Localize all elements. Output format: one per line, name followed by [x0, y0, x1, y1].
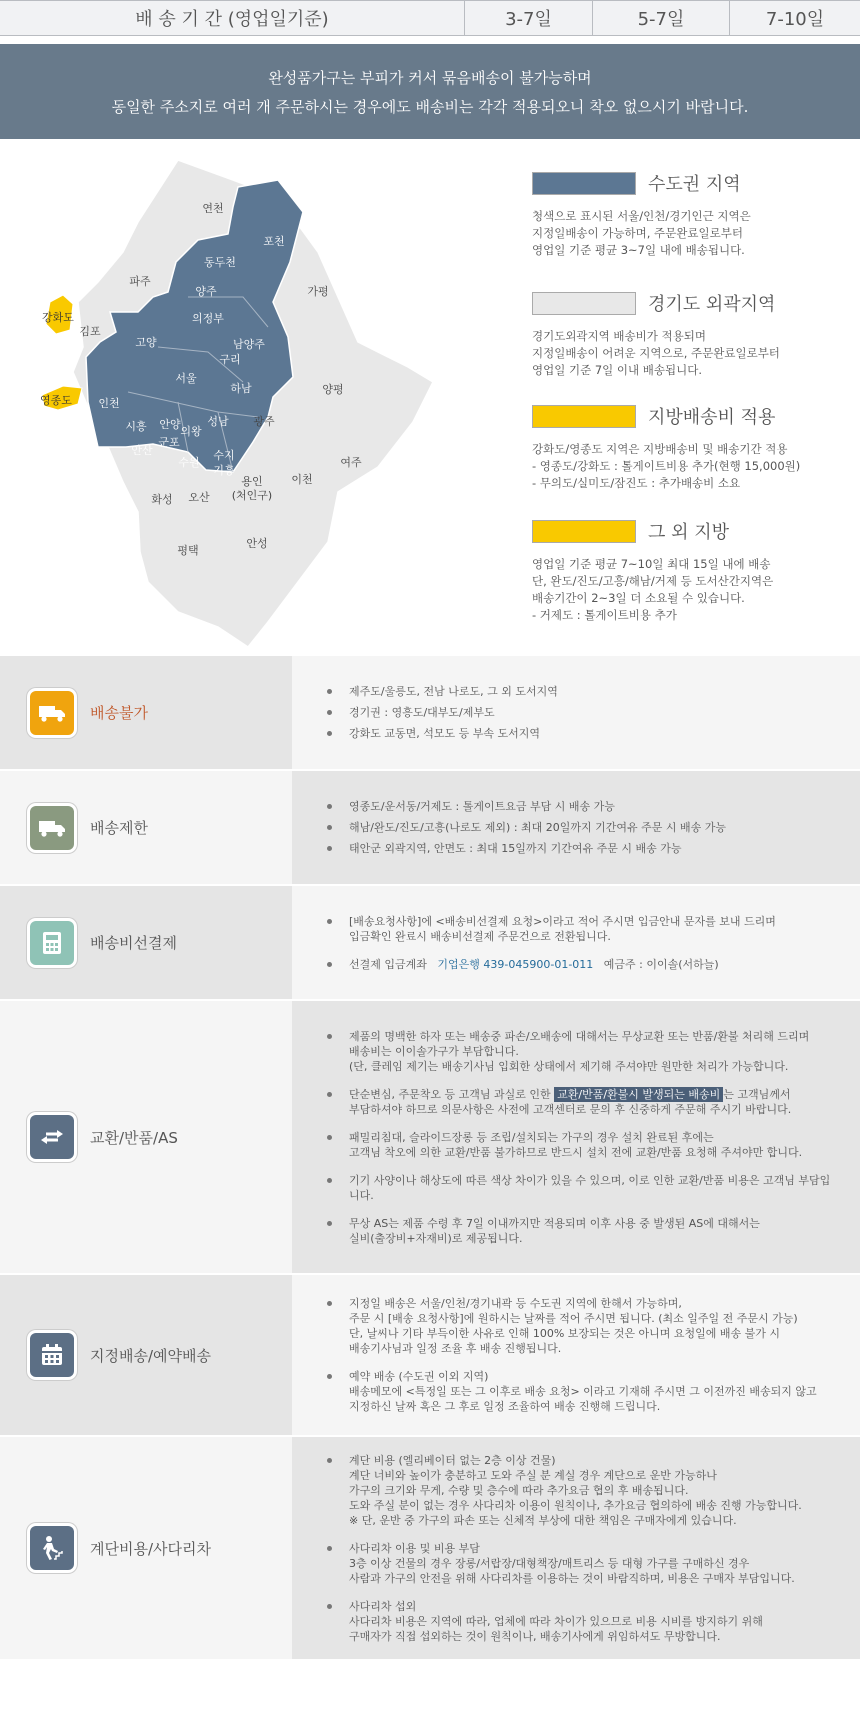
map-label-icheon: 이천 [291, 473, 313, 486]
prepay-item-1: [배송요청사항]에 <배송비선결제 요청>이라고 적어 주시면 입금안내 문자를 보내 드리며 입금확인 완료시 배송비선결제 주문건으로 전환됩니다. [327, 914, 840, 944]
unavailable-label: 배송불가 [90, 704, 148, 722]
legend-text-other: 영업일 기준 평균 7~10일 최대 15일 내에 배송 단, 완도/진도/고흥/해남/거제 등 도서산간지역은 배송기간이 2~3일 더 소요될 수 있습니다. - 거제도 : 톨게이트비용 추가 [532, 557, 774, 622]
exchange-item-3: 패밀리침대, 슬라이드장롱 등 조립/설치되는 가구의 경우 설치 완료된 후에는 고객님 착오에 의한 교환/반품 불가하므로 반드시 설치 전에 교환/반품 요청해 주셔야만 합니다. [327, 1130, 840, 1160]
map-label-goyang: 고양 [135, 336, 157, 349]
exchange-highlight: 교환/반품/환불시 발생되는 배송비 [554, 1087, 723, 1102]
map-label-cheonin: (처인구) [231, 489, 273, 502]
map-label-paju: 파주 [129, 275, 151, 288]
section-prepay [0, 886, 860, 999]
period-col-3: 7-10일 [765, 9, 825, 30]
period-header: 배 송 기 간 (영업일기준) [0, 1, 465, 35]
account-holder: 예금주 : 이이솔(서하늘) [603, 957, 719, 971]
exchange-item-1: 제품의 명백한 하자 또는 배송중 파손/오배송에 대해서는 무상교환 또는 반품/환불 처리해 드리며 배송비는 이이솔가구가 부담합니다. (단, 클레임 제기는 배송기사님 입회한 상태에서 제기해 주셔야만 원만한 처리가 가능합니다. [327, 1029, 840, 1074]
map-label-giheung: 기흥 [213, 464, 235, 477]
exchange-item-2-text-a: 단순변심, 주문착오 등 고객님 과실로 인한 [349, 1087, 555, 1101]
map-label-hanam: 하남 [230, 382, 252, 395]
map-label-suji: 수지 [213, 449, 235, 462]
notice-line-1: 완성품가구는 부피가 커서 묶음배송이 불가능하며 [268, 68, 592, 87]
legend-text-metro: 청색으로 표시된 서울/인천/경기인근 지역은 지정일배송이 가능하며, 주문완료일로부터 영업일 기준 평균 3~7일 내에 배송됩니다. [532, 209, 751, 257]
map-label-yeoncheon: 연천 [202, 202, 224, 215]
unavailable-item-3: 강화도 교동면, 석모도 등 부속 도서지역 [327, 726, 840, 741]
exchange-item-2 [327, 1087, 840, 1117]
stairs-person-icon [30, 1526, 74, 1570]
exchange-item-5: 무상 AS는 제품 수령 후 7일 이내까지만 적용되며 이후 사용 중 발생된 AS에 대해서는 실비(출장비+자재비)로 제공됩니다. [327, 1216, 840, 1246]
scheduled-item-1: 지정일 배송은 서울/인천/경기내곽 등 수도권 지역에 한해서 가능하며, 주문 시 [배송 요청사항]에 원하시는 날짜를 적어 주시면 됩니다. (최소 일주일 전 주문시 가능) 단, 날씨나 기타 부득이한 사유로 인해 100% 보장되는 것은 아니며 요청일에 배송 불가 시 배송기사님과 일정 조율 후 배송 진행됩니다. [327, 1296, 840, 1356]
prepay-label: 배송비선결제 [90, 934, 177, 952]
map-label-osan: 오산 [188, 491, 210, 504]
delivery-truck-icon [30, 806, 74, 850]
section-unavailable [0, 656, 860, 769]
map-label-ganghwa: 강화도 [42, 311, 74, 324]
exchange-arrows-icon [30, 1115, 74, 1159]
limited-item-3: 태안군 외곽지역, 안면도 : 최대 15일까지 기간여유 주문 시 배송 가능 [327, 841, 840, 856]
legend-title-outer: 경기도 외곽지역 [648, 294, 776, 315]
unavailable-item-1: 제주도/울릉도, 전남 나로도, 그 외 도서지역 [327, 684, 840, 699]
legend-text-outer: 경기도외곽지역 배송비가 적용되며 지정일배송이 어려운 지역으로, 주문완료일로부터 영업일 기준 7일 이내 배송됩니다. [532, 329, 780, 377]
legend-regional [532, 403, 832, 492]
ladder-label: 계단비용/사다리차 [90, 1539, 211, 1558]
map-label-suwon: 수원 [178, 456, 200, 469]
calculator-icon [30, 921, 74, 965]
notice-line-2: 동일한 주소지로 여러 개 주문하시는 경우에도 배송비는 각각 적용되오니 착오 없으시기 바랍니다. [111, 97, 749, 116]
map-label-gapyeong: 가평 [307, 285, 329, 298]
map-label-yangju: 양주 [195, 285, 217, 298]
map-label-seongnam: 성남 [207, 415, 229, 428]
legend-title-other: 그 외 지방 [648, 522, 729, 543]
limited-label: 배송제한 [90, 819, 148, 837]
legend-swatch-other [532, 520, 636, 543]
gyeonggi-region-map [28, 152, 458, 652]
limited-item-2: 해남/완도/진도/고흥(나로도 제외) : 최대 20일까지 기간여유 주문 시 배송 가능 [327, 820, 840, 835]
map-label-dongducheon: 동두천 [204, 256, 236, 269]
scheduled-label: 지정배송/예약배송 [90, 1346, 211, 1365]
section-exchange [0, 1001, 860, 1273]
unavailable-item-2: 경기권 : 영흥도/대부도/제부도 [327, 705, 840, 720]
map-label-seoul: 서울 [175, 372, 197, 385]
legend-title-regional: 지방배송비 적용 [648, 407, 776, 428]
ladder-item-1: 계단 비용 (엘리베이터 없는 2층 이상 건물) 계단 너비와 높이가 충분하고 도와 주실 분 계실 경우 계단으로 운반 가능하나 가구의 크기와 무게, 수량 및 층수에 따라 추가요금 협의 후 배송됩니다. 도와 주실 분이 없는 경우 사다리차 이용이 원칙이나, 추가요금 협의하에 배송 진행 가능합니다. ※ 단, 운반 중 가구의 파손 또는 신체적 부상에 대한 책임은 구매자에게 있습니다. [327, 1453, 840, 1528]
map-label-uijeongbu: 의정부 [192, 312, 224, 325]
map-label-gunpo: 군포 [158, 436, 180, 449]
exchange-item-2-text-b: 는 고객님께서 부담하셔야 하므로 의문사항은 사전에 고객센터로 문의 후 신중하게 주문해 주시기 바랍니다. [349, 1087, 792, 1116]
section-scheduled [0, 1275, 860, 1435]
legend-other [532, 518, 832, 624]
map-label-yeongjong: 영종도 [40, 394, 72, 407]
ladder-item-2: 사다리차 이용 및 비용 부담 3층 이상 건물의 경우 장롱/서랍장/대형책장/매트리스 등 대형 가구를 구매하신 경우 사람과 가구의 안전을 위해 사다리차를 이용하는 것이 바람직하며, 비용은 구매자 부담입니다. [327, 1541, 840, 1586]
legend-title-metro: 수도권 지역 [648, 174, 741, 195]
map-label-anseong: 안성 [246, 537, 268, 550]
map-label-anyang: 안양 [159, 418, 181, 431]
legend-text-regional: 강화도/영종도 지역은 지방배송비 및 배송기간 적용 - 영종도/강화도 : 톨게이트비용 추가(현행 15,000원) - 무의도/실미도/잠진도 : 추가배송비 소요 [532, 442, 801, 490]
map-label-guri: 구리 [219, 353, 241, 366]
exchange-label: 교환/반품/AS [90, 1128, 178, 1147]
period-col-2: 5-7일 [593, 1, 730, 35]
map-label-hwaseong: 화성 [151, 493, 173, 506]
legend-outer [532, 290, 832, 379]
map-label-gwangju: 광주 [253, 415, 275, 428]
delivery-period-table [0, 0, 860, 36]
map-label-yongin: 용인 [241, 475, 263, 488]
map-label-pocheon: 포천 [263, 235, 285, 248]
legend-metro [532, 170, 832, 259]
map-label-ansan: 안산 [131, 444, 153, 457]
notice-bar [0, 44, 860, 139]
ladder-item-3: 사다리차 섭외 사다리차 비용은 지역에 따라, 업체에 따라 차이가 있으므로 비용 시비를 방지하기 위해 구매자가 직접 섭외하는 것이 원칙이나, 배송기사에게 위임하셔도 무방합니다. [327, 1599, 840, 1644]
map-label-uiwang: 의왕 [180, 425, 202, 438]
map-label-incheon: 인천 [98, 397, 120, 410]
map-label-gimpo: 김포 [79, 325, 101, 338]
map-label-namyangju: 남양주 [233, 338, 265, 351]
prepay-item-2 [327, 957, 840, 972]
section-limited [0, 771, 860, 884]
legend-swatch-metro [532, 172, 636, 195]
limited-item-1: 영종도/운서동/거제도 : 톨게이트요금 부담 시 배송 가능 [327, 799, 840, 814]
map-label-siheung: 시흥 [125, 420, 147, 433]
account-label: 선결제 입금계좌 [349, 957, 427, 971]
exchange-item-4: 기기 사양이나 해상도에 따른 색상 차이가 있을 수 있으며, 이로 인한 교환/반품 비용은 고객님 부담입니다. [327, 1173, 840, 1203]
period-col-1: 3-7일 [465, 1, 593, 35]
scheduled-item-2: 예약 배송 (수도권 이외 지역) 배송메모에 <특정일 또는 그 이후로 배송 요청> 이라고 기재해 주시면 그 이전까진 배송되지 않고 지정하신 날짜 혹은 그 후로 일정 조율하여 배송 진행해 드립니다. [327, 1369, 840, 1414]
account-number: 기업은행 439-045900-01-011 [437, 957, 594, 971]
section-ladder [0, 1437, 860, 1659]
map-label-pyeongtaek: 평택 [177, 544, 199, 557]
calendar-icon [30, 1333, 74, 1377]
map-label-yeoju: 여주 [340, 456, 362, 469]
map-label-yangpyeong: 양평 [322, 383, 344, 396]
truck-icon [30, 691, 74, 735]
legend-swatch-outer [532, 292, 636, 315]
legend-swatch-regional [532, 405, 636, 428]
